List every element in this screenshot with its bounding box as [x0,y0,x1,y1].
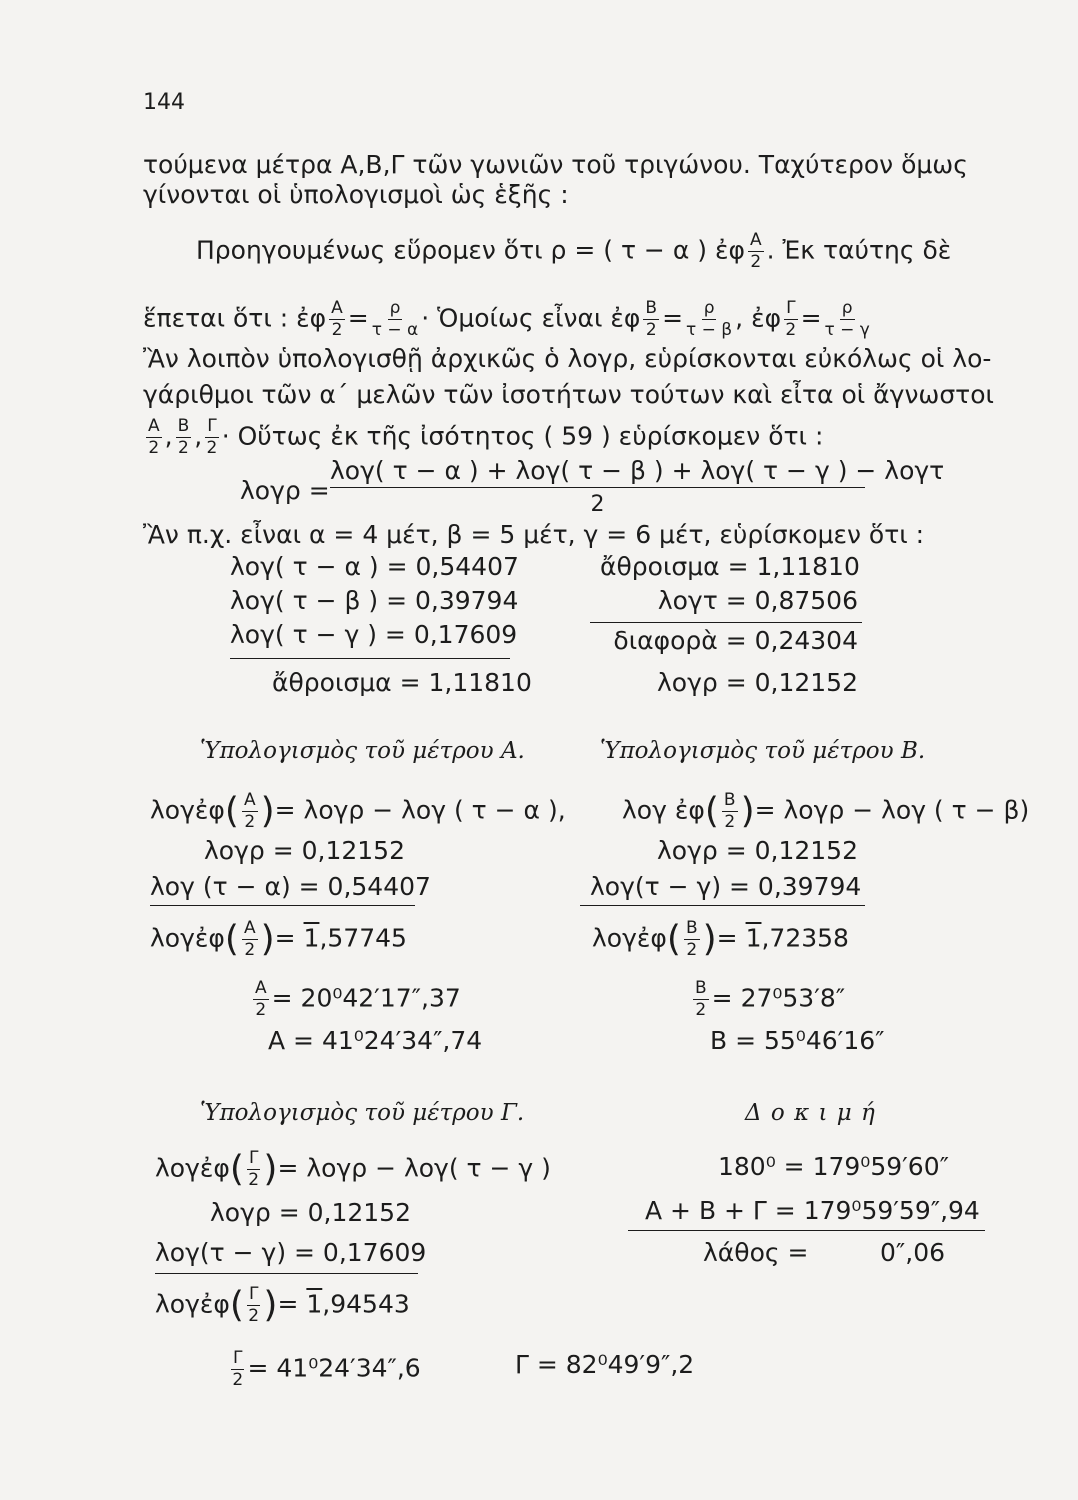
text-line [196,232,951,271]
section-heading-a: Ὑπολογισμὸς τοῦ μέτρου Α. [200,738,525,764]
calc-b-half: $\frac{B}{2}$ = 27⁰53′8″ [695,978,846,1020]
example-right-row: διαφορὰ = 0,24304 [613,626,858,655]
calc-a-row: λογ (τ − α) = 0,54407 [150,872,431,901]
section-heading-g: Ὑπολογισμὸς τοῦ μέτρου Γ. [200,1100,525,1126]
subtraction-rule [155,1273,418,1274]
fraction-rho: $\frac{\rho}{\tau - \alpha}$ [371,298,419,340]
calc-g-row: λογ(τ − γ) = 0,17609 [155,1238,427,1267]
fraction-rho: $\frac{\rho}{\tau - \beta}$ [686,298,733,340]
fraction-a-half: $\frac{A}{2}$ [243,790,256,832]
fraction-g-half: $\frac{\Gamma}{2}$ [232,1348,244,1390]
formula-line-g: λογἐφ( $\frac{\Gamma}{2}$ )= λογρ − λογ( τ − γ ) [155,1148,551,1190]
text-segment: ἕπεται ὅτι : ἐφ [143,303,327,333]
text-segment: · Ὁμοίως εἶναι ἐφ [421,303,641,333]
check-error-value: 0″,06 [880,1238,946,1267]
fraction-a-half: $\frac{A}{2}$ [749,230,762,272]
formula-line-a: λογἐφ( $\frac{A}{2}$ )= λογρ − λογ ( τ − α ), [150,790,566,832]
example-right-row: λογρ = 0,12152 [657,668,858,697]
text-line: τούμενα μέτρα Α,Β,Γ τῶν γωνιῶν τοῦ τριγώνου. Ταχύτερον ὅμως [143,150,968,179]
fraction-b-half: $\frac{B}{2}$ [723,790,736,832]
fraction-g-half: $\frac{\Gamma}{2}$ [248,1148,260,1190]
calc-a-half: $\frac{A}{2}$ = 20⁰42′17″,37 [255,978,461,1020]
text-line: ἕπεται ὅτι : ἐφ $\frac{A}{2}$ = $\frac{\rho}{\tau - \alpha}$ · Ὁμοίως εἶναι ἐφ $\frac{B}{2}$ = $\frac{\rho}{\tau - \beta}$ , ἐφ $\frac{\Gamma}{2}$ = $\frac{\rho}{\tau - \gamma}$ [143,298,870,340]
fraction-b-half: $\frac{B}{2}$ [645,298,658,340]
text-segment: · Οὕτως ἐκ τῆς ἰσότητος ( 59 ) εὑρίσκομεν ὅτι : [221,421,824,451]
section-heading-check: Δ ο κ ι μ ή [745,1100,876,1126]
text-line: Ἂν λοιπὸν ὑπολογισθῇ ἀρχικῶς ὁ λογρ, εὑρίσκονται εὐκόλως οἱ λο- [143,344,992,373]
text-line: γίνονται οἱ ὑπολογισμοὶ ὡς ἑξῆς : [143,180,569,209]
calc-b-result: λογἐφ( $\frac{B}{2}$ )= 1,72358 [592,918,849,960]
fraction-g-half: $\frac{\Gamma}{2}$ [206,416,218,458]
text-line: $\frac{A}{2}$ , $\frac{B}{2}$ , $\frac{\Gamma}{2}$ · Οὕτως ἐκ τῆς ἰσότητος ( 59 ) εὑρίσκομεν ὅτι : [148,416,824,458]
example-left-row: λογ( τ − α ) = 0,54407 [230,552,519,581]
fraction-a-half: $\frac{A}{2}$ [243,918,256,960]
example-line: Ἂν π.χ. εἶναι α = 4 μέτ, β = 5 μέτ, γ = 6 μέτ, εὑρίσκομεν ὅτι : [143,520,925,549]
subtraction-rule [150,905,415,906]
calc-g-row: λογρ = 0,12152 [210,1198,411,1227]
difference-rule [590,622,862,623]
calc-a-row: λογρ = 0,12152 [204,836,405,865]
text-segment: Προηγουμένως εὕρομεν ὅτι ρ = ( τ − α ) ἐφ [196,235,745,265]
example-left-row: ἄθροισμα = 1,11810 [272,668,532,697]
example-left-row: λογ( τ − γ ) = 0,17609 [230,620,518,649]
calc-a-final: Α = 41⁰24′34″,74 [268,1026,483,1055]
formula-denominator: 2 [590,492,605,517]
fraction-g-half: $\frac{\Gamma}{2}$ [785,298,797,340]
subtraction-rule [580,905,865,906]
section-heading-b: Ὑπολογισμὸς τοῦ μέτρου Β. [600,738,926,764]
fraction-g-half: $\frac{\Gamma}{2}$ [248,1284,260,1326]
calc-b-final: Β = 55⁰46′16″ [710,1026,885,1055]
text-line: γάριθμοι τῶν α΄ μελῶν τῶν ἰσοτήτων τούτων καὶ εἶτα οἱ ἄγνωστοι [143,380,994,409]
fraction-a-half: $\frac{A}{2}$ [331,298,343,340]
fraction-b-half: $\frac{B}{2}$ [685,918,698,960]
page-number: 144 [143,90,185,115]
fraction-a-half: $\frac{A}{2}$ [255,978,267,1020]
example-left-row: λογ( τ − β ) = 0,39794 [230,586,519,615]
check-row: 180⁰ = 179⁰59′60″ [718,1152,949,1181]
calc-g-final: Γ = 82⁰49′9″,2 [515,1350,695,1379]
text-segment: . Ἐκ ταύτης δὲ [766,235,952,265]
fraction-a-half: $\frac{A}{2}$ [148,416,160,458]
fraction-rule [330,487,865,488]
check-row: Α + Β + Γ = 179⁰59′59″,94 [645,1196,980,1225]
calc-g-result: λογἐφ( $\frac{\Gamma}{2}$ )= 1,94543 [155,1284,410,1326]
calc-b-row: λογρ = 0,12152 [657,836,858,865]
fraction-rho: $\frac{\rho}{\tau - \gamma}$ [824,298,870,340]
calc-a-result: λογἐφ( $\frac{A}{2}$ )= 1,57745 [150,918,407,960]
check-rule [628,1230,985,1231]
fraction-b-half: $\frac{B}{2}$ [695,978,707,1020]
fraction-b-half: $\frac{B}{2}$ [177,416,190,458]
example-right-row: ἄθροισμα = 1,11810 [600,552,860,581]
formula-numerator: λογ( τ − α ) + λογ( τ − β ) + λογ( τ − γ ) − λογτ [330,456,945,485]
example-right-row: λογτ = 0,87506 [657,586,858,615]
formula-lhs: λογρ = [240,476,330,505]
check-error-label: λάθος = [703,1238,809,1267]
sum-rule [230,658,510,659]
formula-line-b: λογ ἐφ( $\frac{B}{2}$ )= λογρ − λογ ( τ − β) [622,790,1030,832]
calc-b-row: λογ(τ − γ) = 0,39794 [590,872,862,901]
calc-g-half: $\frac{\Gamma}{2}$ = 41⁰24′34″,6 [232,1348,421,1390]
